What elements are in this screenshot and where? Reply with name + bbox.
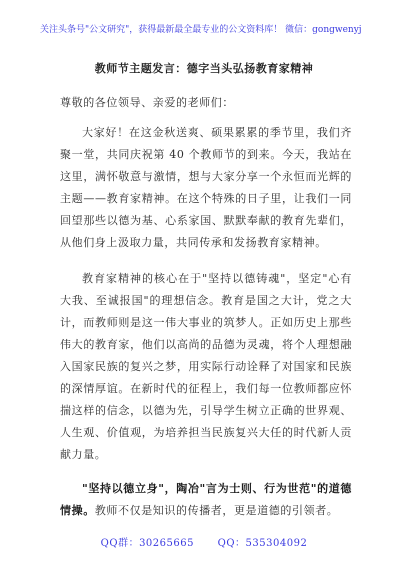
footer-qq: QQ：535304092 (217, 538, 308, 549)
greeting: 尊敬的各位领导、亲爱的老师们： (60, 96, 234, 109)
footer (0, 534, 408, 549)
header-notice: 关注头条号"公文研究"，获得最新最全最专业的公文资料库！ 微信：gongwenyj (40, 25, 362, 35)
paragraph-3 (60, 478, 352, 522)
paragraph-2: 教育家精神的核心在于"坚持以德铸魂"，坚定"心有大我、至诚报国"的理想信念。教育是国之大计，党之大计，而教师则是这一伟大事业的筑梦人。正如历史上那些伟大的教育家，他们以高尚的品德为灵魂，将个人理想融入国家民族的复兴之梦，用实际行动诠释了对国家和民族的深情厚谊。在新时代的征程上，我们每一位教师都应怀揣这样的信念，以德为先，引导学生树立正确的世界观、人生观、价值观，为培养担当民族复兴大任的时代新人贡献力量。 (60, 272, 352, 461)
paragraph-3-text: 教师不仅是知识的传播者，更是道德的引领者。 (94, 504, 339, 517)
paragraph-3-bold: "坚持以德立身"，陶冶"言为士则、行为世范"的道德情操。 (60, 482, 352, 517)
document-title: 教师节主题发言：德字当头弘扬教育家精神 (94, 62, 314, 75)
footer-qq-group: QQ群：30265665 (100, 538, 194, 549)
paragraph-1: 大家好！在这金秋送爽、硕果累累的季节里，我们齐聚一堂，共同庆祝第 40 个教师节的到来。今天，我站在这里，满怀敬意与激情，想与大家分享一个永恒而光辉的主题——教育家精神。在这个特殊的日子里，让我们一同回望那些以德为基、心系家国、默默奉献的教育先辈们，从他们身上汲取力量，共同传承和发扬教育家精神。 (60, 126, 352, 249)
